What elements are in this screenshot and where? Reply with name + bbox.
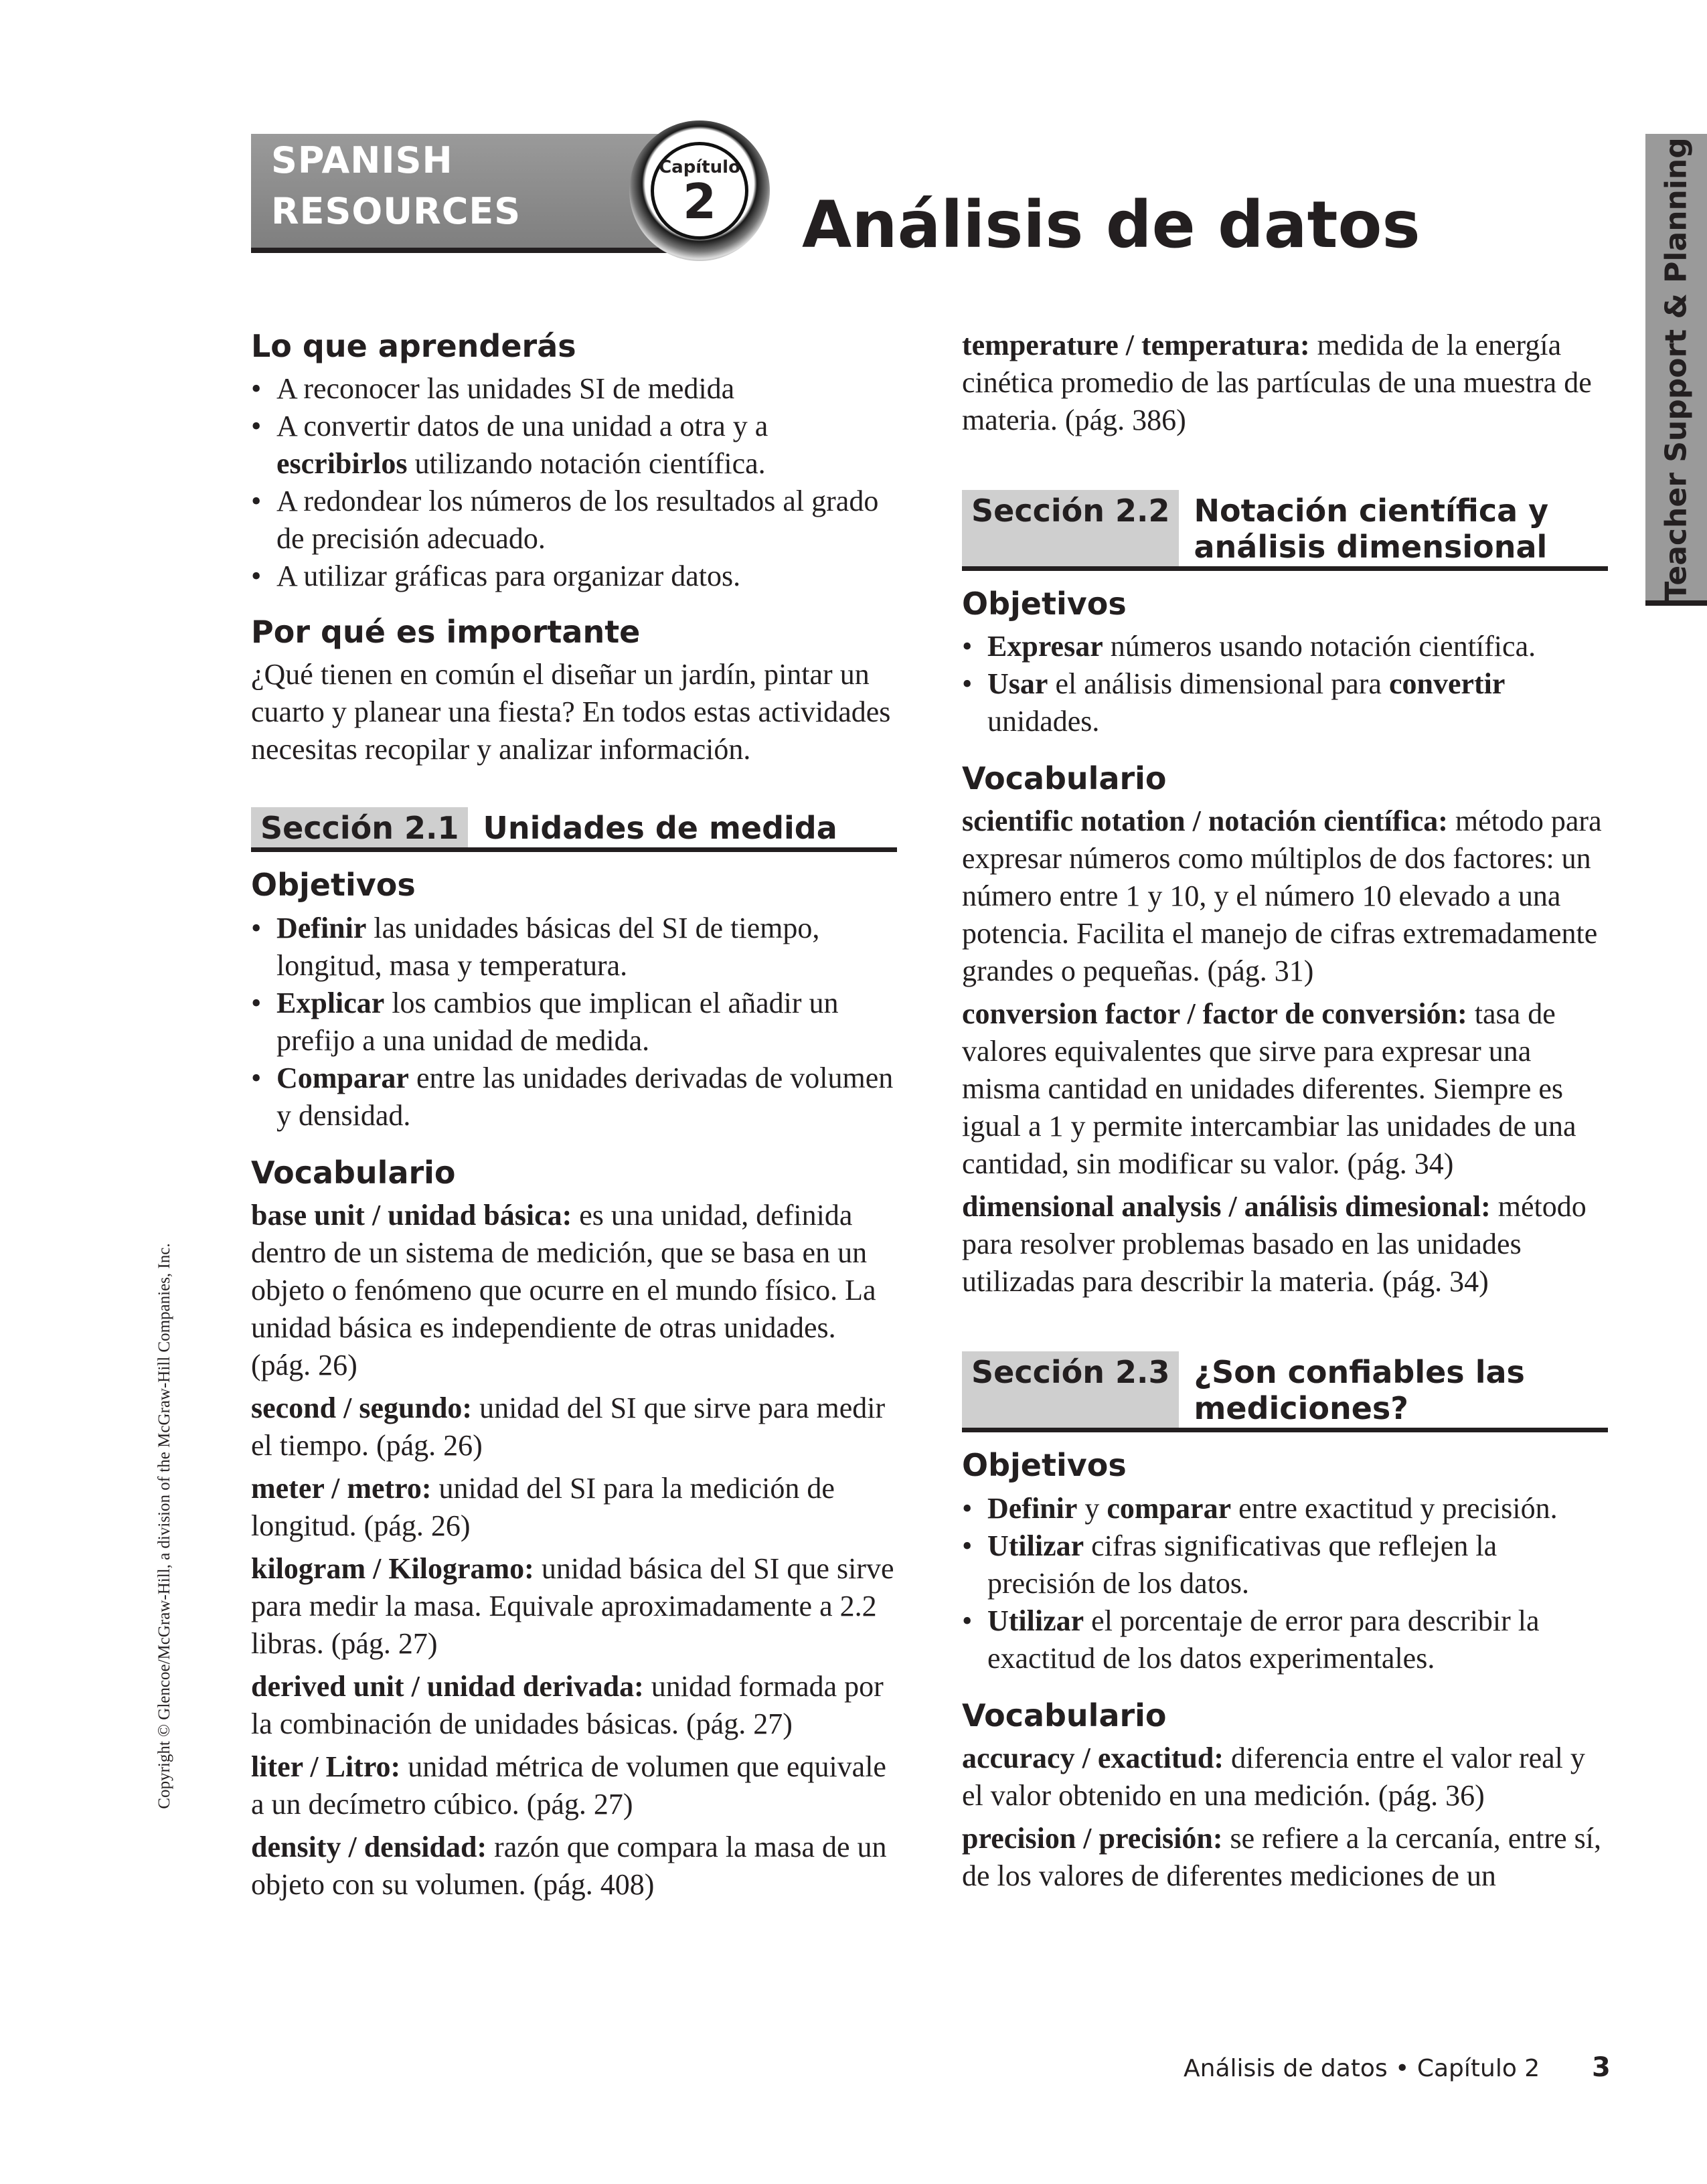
vocab-definition: razón que compara la masa de un objeto con su volumen. (pág. 408) bbox=[251, 1830, 887, 1901]
emphasis-text: Usar bbox=[987, 667, 1048, 701]
banner-line-1: SPANISH bbox=[271, 139, 453, 181]
vocab-term: liter / Litro: bbox=[251, 1750, 401, 1783]
vocab-term: temperature / temperatura: bbox=[962, 329, 1310, 361]
learn-item bbox=[251, 483, 897, 558]
item-text: las unidades básicas del SI de tiempo, longitud, masa y temperatura. bbox=[276, 911, 820, 982]
footer-running-title: Análisis de datos • Capítulo 2 bbox=[1184, 2055, 1540, 2082]
vocab-definition: unidad formada por la combinación de unidades básicas. (pág. 27) bbox=[251, 1669, 884, 1740]
chapter-label: Capítulo bbox=[659, 157, 740, 177]
emphasis-text: convertir bbox=[1388, 667, 1506, 701]
section-number: Sección 2.2 bbox=[962, 490, 1179, 566]
section-2-1 bbox=[251, 807, 897, 1903]
page-number: 3 bbox=[1592, 2052, 1611, 2083]
why-text: ¿Qué tienen en común el diseñar un jardín, pintar un cuarto y planear una fiesta? En todos estas actividades necesitas recopilar y analizar información. bbox=[251, 658, 891, 766]
vocab-entry bbox=[251, 1829, 897, 1904]
section-title: Notación científica y análisis dimensional bbox=[1194, 493, 1549, 565]
vocabulary-heading: Vocabulario bbox=[962, 1697, 1167, 1734]
vocab-definition: unidad métrica de volumen que equivale a un decímetro cúbico. (pág. 27) bbox=[251, 1750, 886, 1821]
vocab-entry bbox=[251, 1390, 897, 1464]
vocab-term: conversion factor / factor de conversión: bbox=[962, 997, 1467, 1031]
copyright-notice: Copyright © Glencoe/McGraw-Hill, a division of the McGraw-Hill Companies, Inc. bbox=[155, 1243, 173, 1809]
item-text: A convertir datos de una unidad a otra y a bbox=[276, 410, 768, 443]
item-text: A utilizar gráficas para organizar datos. bbox=[276, 560, 741, 593]
side-tab bbox=[1645, 134, 1707, 606]
vocab-term: accuracy / exactitud: bbox=[962, 1741, 1224, 1774]
vocab-term: scientific notation / notación científica: bbox=[962, 805, 1448, 838]
section-header bbox=[962, 490, 1608, 571]
objective-item bbox=[962, 628, 1608, 665]
item-text: el porcentaje de error para describir la exactitud de los datos experimentales. bbox=[987, 1604, 1540, 1675]
vocab-entry bbox=[251, 1550, 897, 1663]
objective-item bbox=[962, 665, 1608, 740]
vocabulary-heading: Vocabulario bbox=[251, 1154, 456, 1191]
why-heading: Por qué es importante bbox=[251, 614, 641, 651]
learn-heading: Lo que aprenderás bbox=[251, 328, 576, 364]
item-text: el análisis dimensional para bbox=[1048, 667, 1389, 701]
objectives-list bbox=[251, 910, 897, 1135]
objective-item bbox=[251, 985, 897, 1060]
emphasis-text: Explicar bbox=[276, 986, 385, 1019]
vocab-entry bbox=[251, 1470, 897, 1545]
page-title: Análisis de datos bbox=[802, 187, 1420, 262]
section-number: Sección 2.3 bbox=[962, 1351, 1179, 1428]
vocab-entry bbox=[251, 1748, 897, 1823]
learn-list bbox=[251, 370, 897, 595]
section-header bbox=[251, 807, 897, 852]
vocab-term: meter / metro: bbox=[251, 1471, 432, 1505]
vocab-definition: es una unidad, definida dentro de un sistema de medición, que se basa en un objeto o fenómeno que ocurre en el mundo físico. La unidad básica es independiente de otras unidades. (pág. 26) bbox=[251, 1198, 876, 1381]
vocab-entry bbox=[962, 1820, 1608, 1895]
vocab-term: base unit / unidad básica: bbox=[251, 1198, 572, 1232]
emphasis-text: Definir bbox=[276, 911, 367, 944]
vocab-term: kilogram / Kilogramo: bbox=[251, 1551, 534, 1585]
objective-item bbox=[251, 910, 897, 985]
vocabulary-heading: Vocabulario bbox=[962, 760, 1167, 797]
vocab-entry bbox=[251, 1197, 897, 1384]
emphasis-text: Comparar bbox=[276, 1061, 409, 1094]
objective-item bbox=[251, 1060, 897, 1135]
section-number: Sección 2.1 bbox=[251, 807, 468, 847]
left-column bbox=[251, 328, 897, 1909]
item-text: A reconocer las unidades SI de medida bbox=[276, 372, 735, 406]
item-text: utilizando notación científica. bbox=[407, 447, 766, 481]
emphasis-text: Expresar bbox=[987, 630, 1103, 663]
learn-item bbox=[251, 370, 897, 408]
right-column bbox=[962, 327, 1608, 1900]
item-text: entre exactitud y precisión. bbox=[1231, 1491, 1558, 1525]
vocab-term: second / segundo: bbox=[251, 1391, 473, 1424]
vocab-term: precision / precisión: bbox=[962, 1821, 1223, 1855]
section-title: Unidades de medida bbox=[483, 810, 837, 847]
section-2-3 bbox=[962, 1351, 1608, 1894]
vocab-entry-temperature bbox=[962, 327, 1608, 439]
objectives-heading: Objetivos bbox=[962, 586, 1127, 622]
vocab-entry bbox=[962, 995, 1608, 1183]
section-header bbox=[962, 1351, 1608, 1432]
vocab-definition: diferencia entre el valor real y el valor obtenido en una medición. (pág. 36) bbox=[962, 1741, 1585, 1812]
vocab-definition: unidad básica del SI que sirve para medir la masa. Equivale aproximadamente a 2.2 libras. (pág. 27) bbox=[251, 1551, 894, 1660]
banner-line-2: RESOURCES bbox=[271, 190, 521, 232]
emphasis-text: escribirlos bbox=[276, 447, 408, 481]
vocab-term: derived unit / unidad derivada: bbox=[251, 1669, 644, 1703]
item-text: y bbox=[1077, 1491, 1107, 1525]
objectives-list bbox=[962, 628, 1608, 740]
objective-item bbox=[962, 1490, 1608, 1527]
item-text: entre las unidades derivadas de volumen y densidad. bbox=[276, 1061, 894, 1132]
emphasis-text: comparar bbox=[1107, 1491, 1232, 1525]
vocab-entry bbox=[962, 1740, 1608, 1815]
chapter-badge bbox=[629, 120, 770, 261]
item-text: unidades. bbox=[987, 705, 1100, 738]
vocab-term: density / densidad: bbox=[251, 1830, 487, 1863]
side-tab-label: Teacher Support & Planning bbox=[1659, 137, 1694, 602]
vocab-definition: método para resolver problemas basado en las unidades utilizadas para describir la materia. (pág. 34) bbox=[962, 1190, 1587, 1298]
chapter-badge-inner bbox=[651, 142, 748, 240]
vocab-definition: medida de la energía cinética promedio de las partículas de una muestra de materia. (pág. 386) bbox=[962, 329, 1592, 436]
section-2-2 bbox=[962, 490, 1608, 1300]
vocab-entry bbox=[251, 1668, 897, 1743]
chapter-number: 2 bbox=[682, 173, 717, 230]
section-title: ¿Son confiables las mediciones? bbox=[1194, 1354, 1525, 1427]
emphasis-text: Definir bbox=[987, 1491, 1078, 1525]
vocab-definition: tasa de valores equivalentes que sirve para expresar una misma cantidad en unidades diferentes. Siempre es igual a 1 y permite intercambiar las unidades de una cantidad, sin modificar su valor. (pág. 34) bbox=[962, 997, 1576, 1181]
objectives-heading: Objetivos bbox=[251, 867, 416, 904]
resource-banner bbox=[251, 134, 693, 253]
vocab-definition: se refiere a la cercanía, entre sí, de los valores de diferentes mediciones de un bbox=[962, 1821, 1602, 1892]
objective-item bbox=[962, 1602, 1608, 1677]
objectives-heading: Objetivos bbox=[962, 1447, 1127, 1484]
vocab-definition: método para expresar números como múltiplos de dos factores: un número entre 1 y 10, y el número 10 elevado a una potencia. Facilita el manejo de cifras extremadamente grandes o pequeñas. (pág. 31) bbox=[962, 805, 1602, 988]
vocab-term: dimensional analysis / análisis dimesional: bbox=[962, 1190, 1491, 1224]
vocab-entry bbox=[962, 1188, 1608, 1300]
learn-item bbox=[251, 408, 897, 483]
learn-item bbox=[251, 558, 897, 595]
objective-item bbox=[962, 1527, 1608, 1602]
item-text: cifras significativas que reflejen la precisión de los datos. bbox=[987, 1529, 1497, 1600]
vocab-entry bbox=[962, 803, 1608, 990]
item-text: los cambios que implican el añadir un prefijo a una unidad de medida. bbox=[276, 986, 839, 1057]
emphasis-text: Utilizar bbox=[987, 1604, 1084, 1637]
item-text: A redondear los números de los resultados al grado de precisión adecuado. bbox=[276, 485, 879, 556]
vocab-definition: unidad del SI que sirve para medir el tiempo. (pág. 26) bbox=[251, 1391, 886, 1462]
vocab-definition: unidad del SI para la medición de longitud. (pág. 26) bbox=[251, 1471, 835, 1542]
objectives-list bbox=[962, 1490, 1608, 1677]
emphasis-text: Utilizar bbox=[987, 1529, 1084, 1562]
item-text: números usando notación científica. bbox=[1103, 630, 1536, 663]
